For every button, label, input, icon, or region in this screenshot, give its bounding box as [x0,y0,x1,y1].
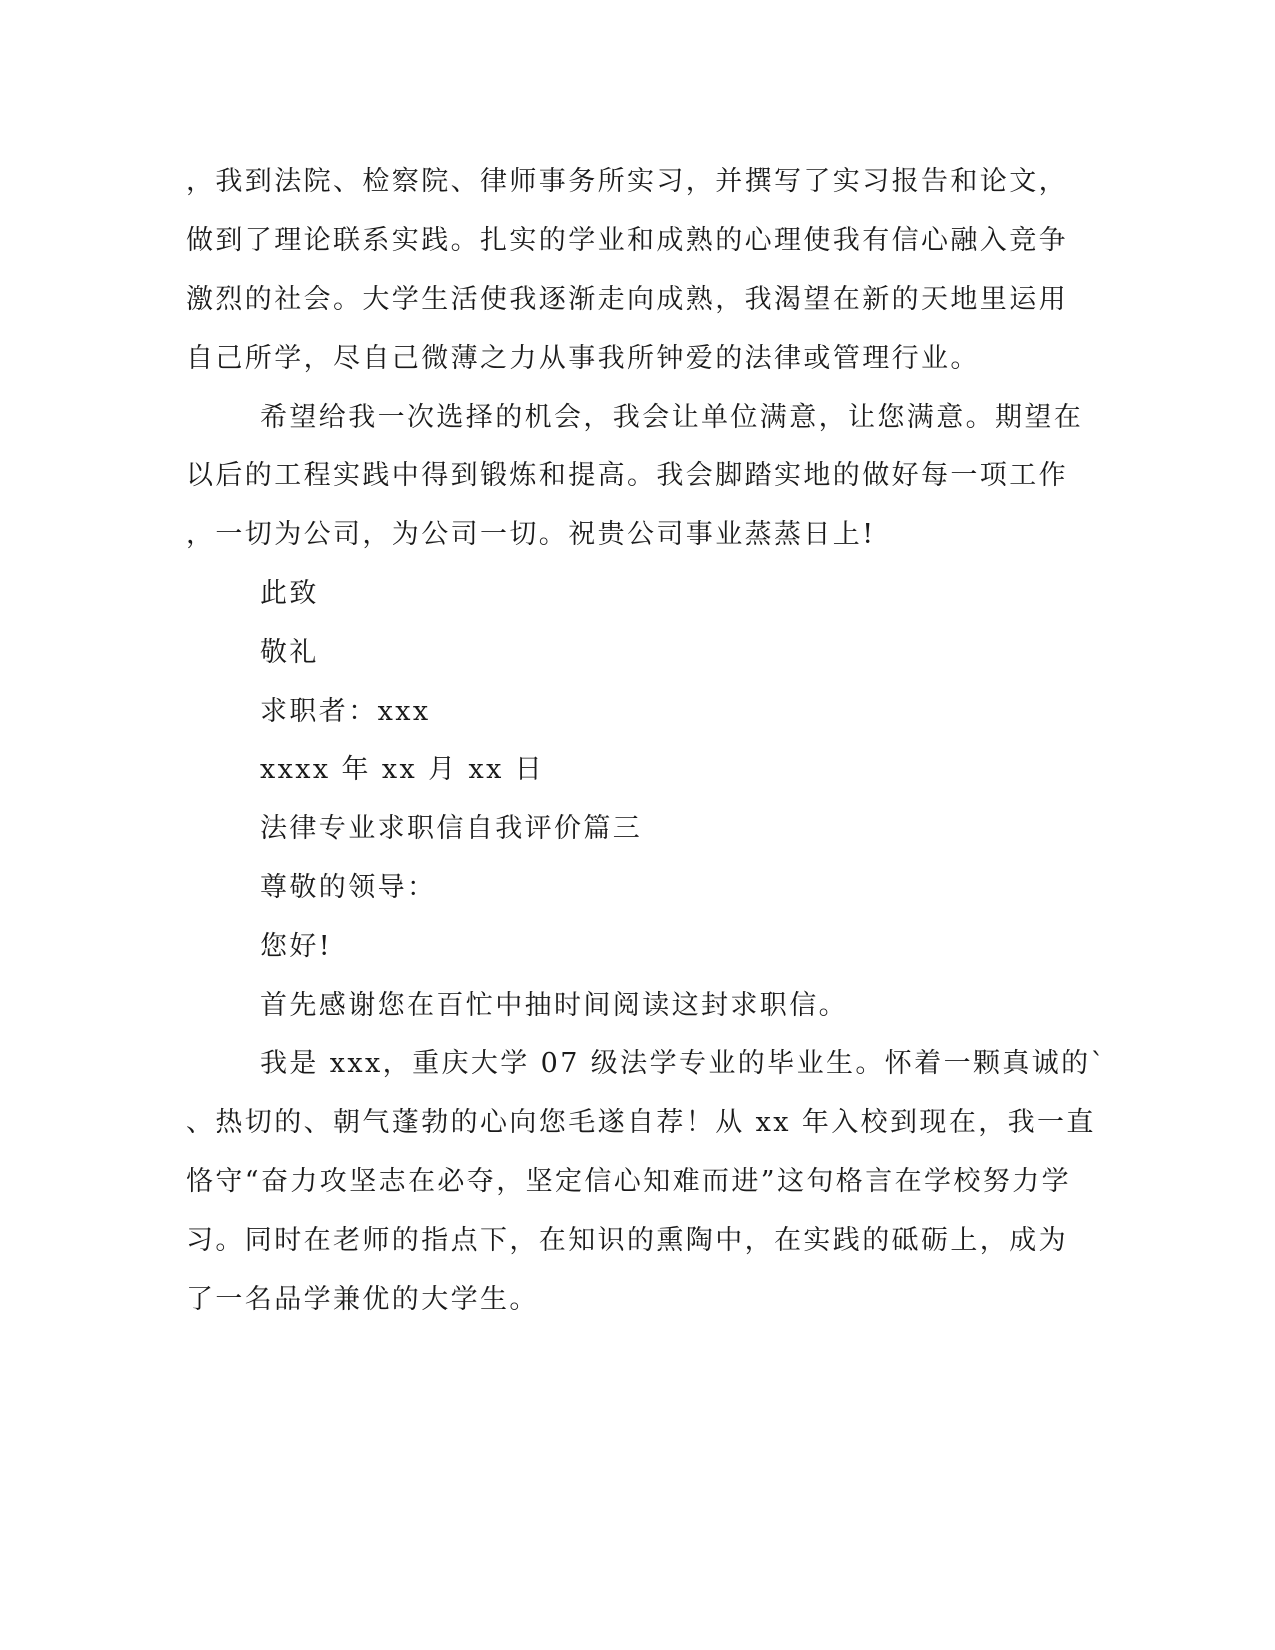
greeting: 您好! [260,931,333,962]
letter-date: xxxx 年 xx 月 xx 日 [260,754,545,785]
body-text-line: 以后的工程实践中得到锻炼和提高。我会脚踏实地的做好每一项工作 [186,460,1068,491]
paragraph-first-line: 我是 xxx，重庆大学 07 级法学专业的毕业生。怀着一颗真诚的` [260,1048,1107,1079]
body-text-line: 了一名品学兼优的大学生。 [186,1284,539,1315]
paragraph-first-line: 希望给我一次选择的机会，我会让单位满意，让您满意。期望在 [260,402,1084,433]
closing-salutation: 此致 [260,578,319,609]
body-text-line: ，一切为公司，为公司一切。祝贵公司事业蒸蒸日上! [186,519,876,550]
paragraph-first-line: 首先感谢您在百忙中抽时间阅读这封求职信。 [260,990,848,1021]
body-text-line: 激烈的社会。大学生活使我逐渐走向成熟，我渴望在新的天地里运用 [186,284,1068,315]
body-text-line: 恪守“奋力攻坚志在必夺，坚定信心知难而进”这句格言在学校努力学 [186,1166,1072,1197]
closing-respect: 敬礼 [260,637,319,668]
body-text-line: 、热切的、朝气蓬勃的心向您毛遂自荐！从 xx 年入校到现在，我一直 [186,1107,1096,1138]
applicant-name: 求职者：xxx [260,696,431,727]
body-text-line: ，我到法院、检察院、律师事务所实习，并撰写了实习报告和论文， [186,166,1068,197]
body-text-line: 自己所学，尽自己微薄之力从事我所钟爱的法律或管理行业。 [186,343,980,374]
body-text-line: 做到了理论联系实践。扎实的学业和成熟的心理使我有信心融入竞争 [186,225,1068,256]
greeting-recipient: 尊敬的领导： [260,872,437,903]
body-text-line: 习。同时在老师的指点下，在知识的熏陶中，在实践的砥砺上，成为 [186,1225,1068,1256]
section-heading: 法律专业求职信自我评价篇三 [260,813,643,844]
